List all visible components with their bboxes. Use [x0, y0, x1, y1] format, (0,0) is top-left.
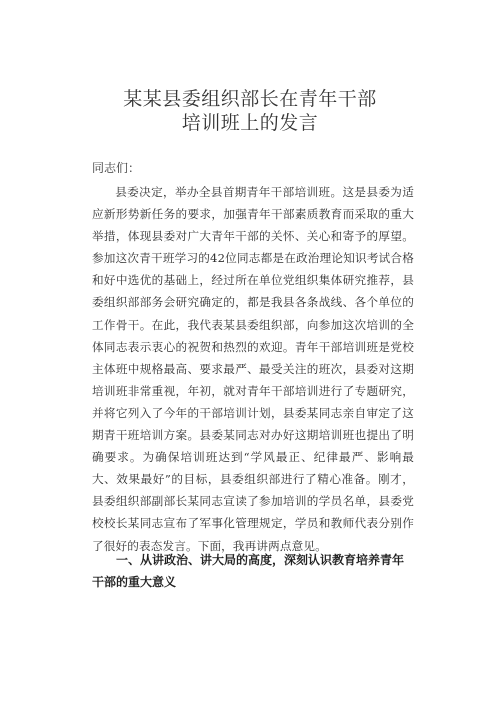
document-title-line-1: 某某县委组织部长在青年干部 — [123, 88, 377, 110]
salutation: 同志们： — [92, 161, 141, 175]
document-title-line-2: 培训班上的发言 — [181, 112, 319, 134]
section-heading-1: 一、从讲政治、讲大局的高度，深刻认识教育培养青年干部的重大意义 — [92, 553, 405, 589]
body-paragraph-1: 县委决定，举办全县首期青年干部培训班。这是县委为适应新形势新任务的要求，加强青年干部素质教育而采取的重大举措，体现县委对广大青年干部的关怀、关心和寄予的厚望。参加这次青干班学习的42位同志都是在政治理论知识考试合格和好中选优的基础上，经过所在单位党组织集体研究推荐，县委组织部部务会研究确定的，都是我县各条战线、各个单位的工作骨干。在此，我代表某县委组织部，向参加这次培训的全体同志表示衷心的祝贺和热烈的欢迎。青年干部培训班是党校主体班中规格最高、要求最严、最受关注的班次，县委对这期培训班非常重视，年初，就对青年干部培训进行了专题研究，并将它列入了今年的干部培训计划，县委某同志亲自审定了这期青干班培训方案。县委某同志对办好这期培训班也提出了明确要求。为确保培训班达到“学风最正、纪律最严、影响最大、效果最好”的目标，县委组织部进行了精心准备。刚才，县委组织部副部长某同志宣读了参加培训的学员名单，县委党校校长某同志宣布了军事化管理规定，学员和教师代表分别作了很好的表态发言。下面，我再讲两点意见。 — [92, 185, 414, 553]
